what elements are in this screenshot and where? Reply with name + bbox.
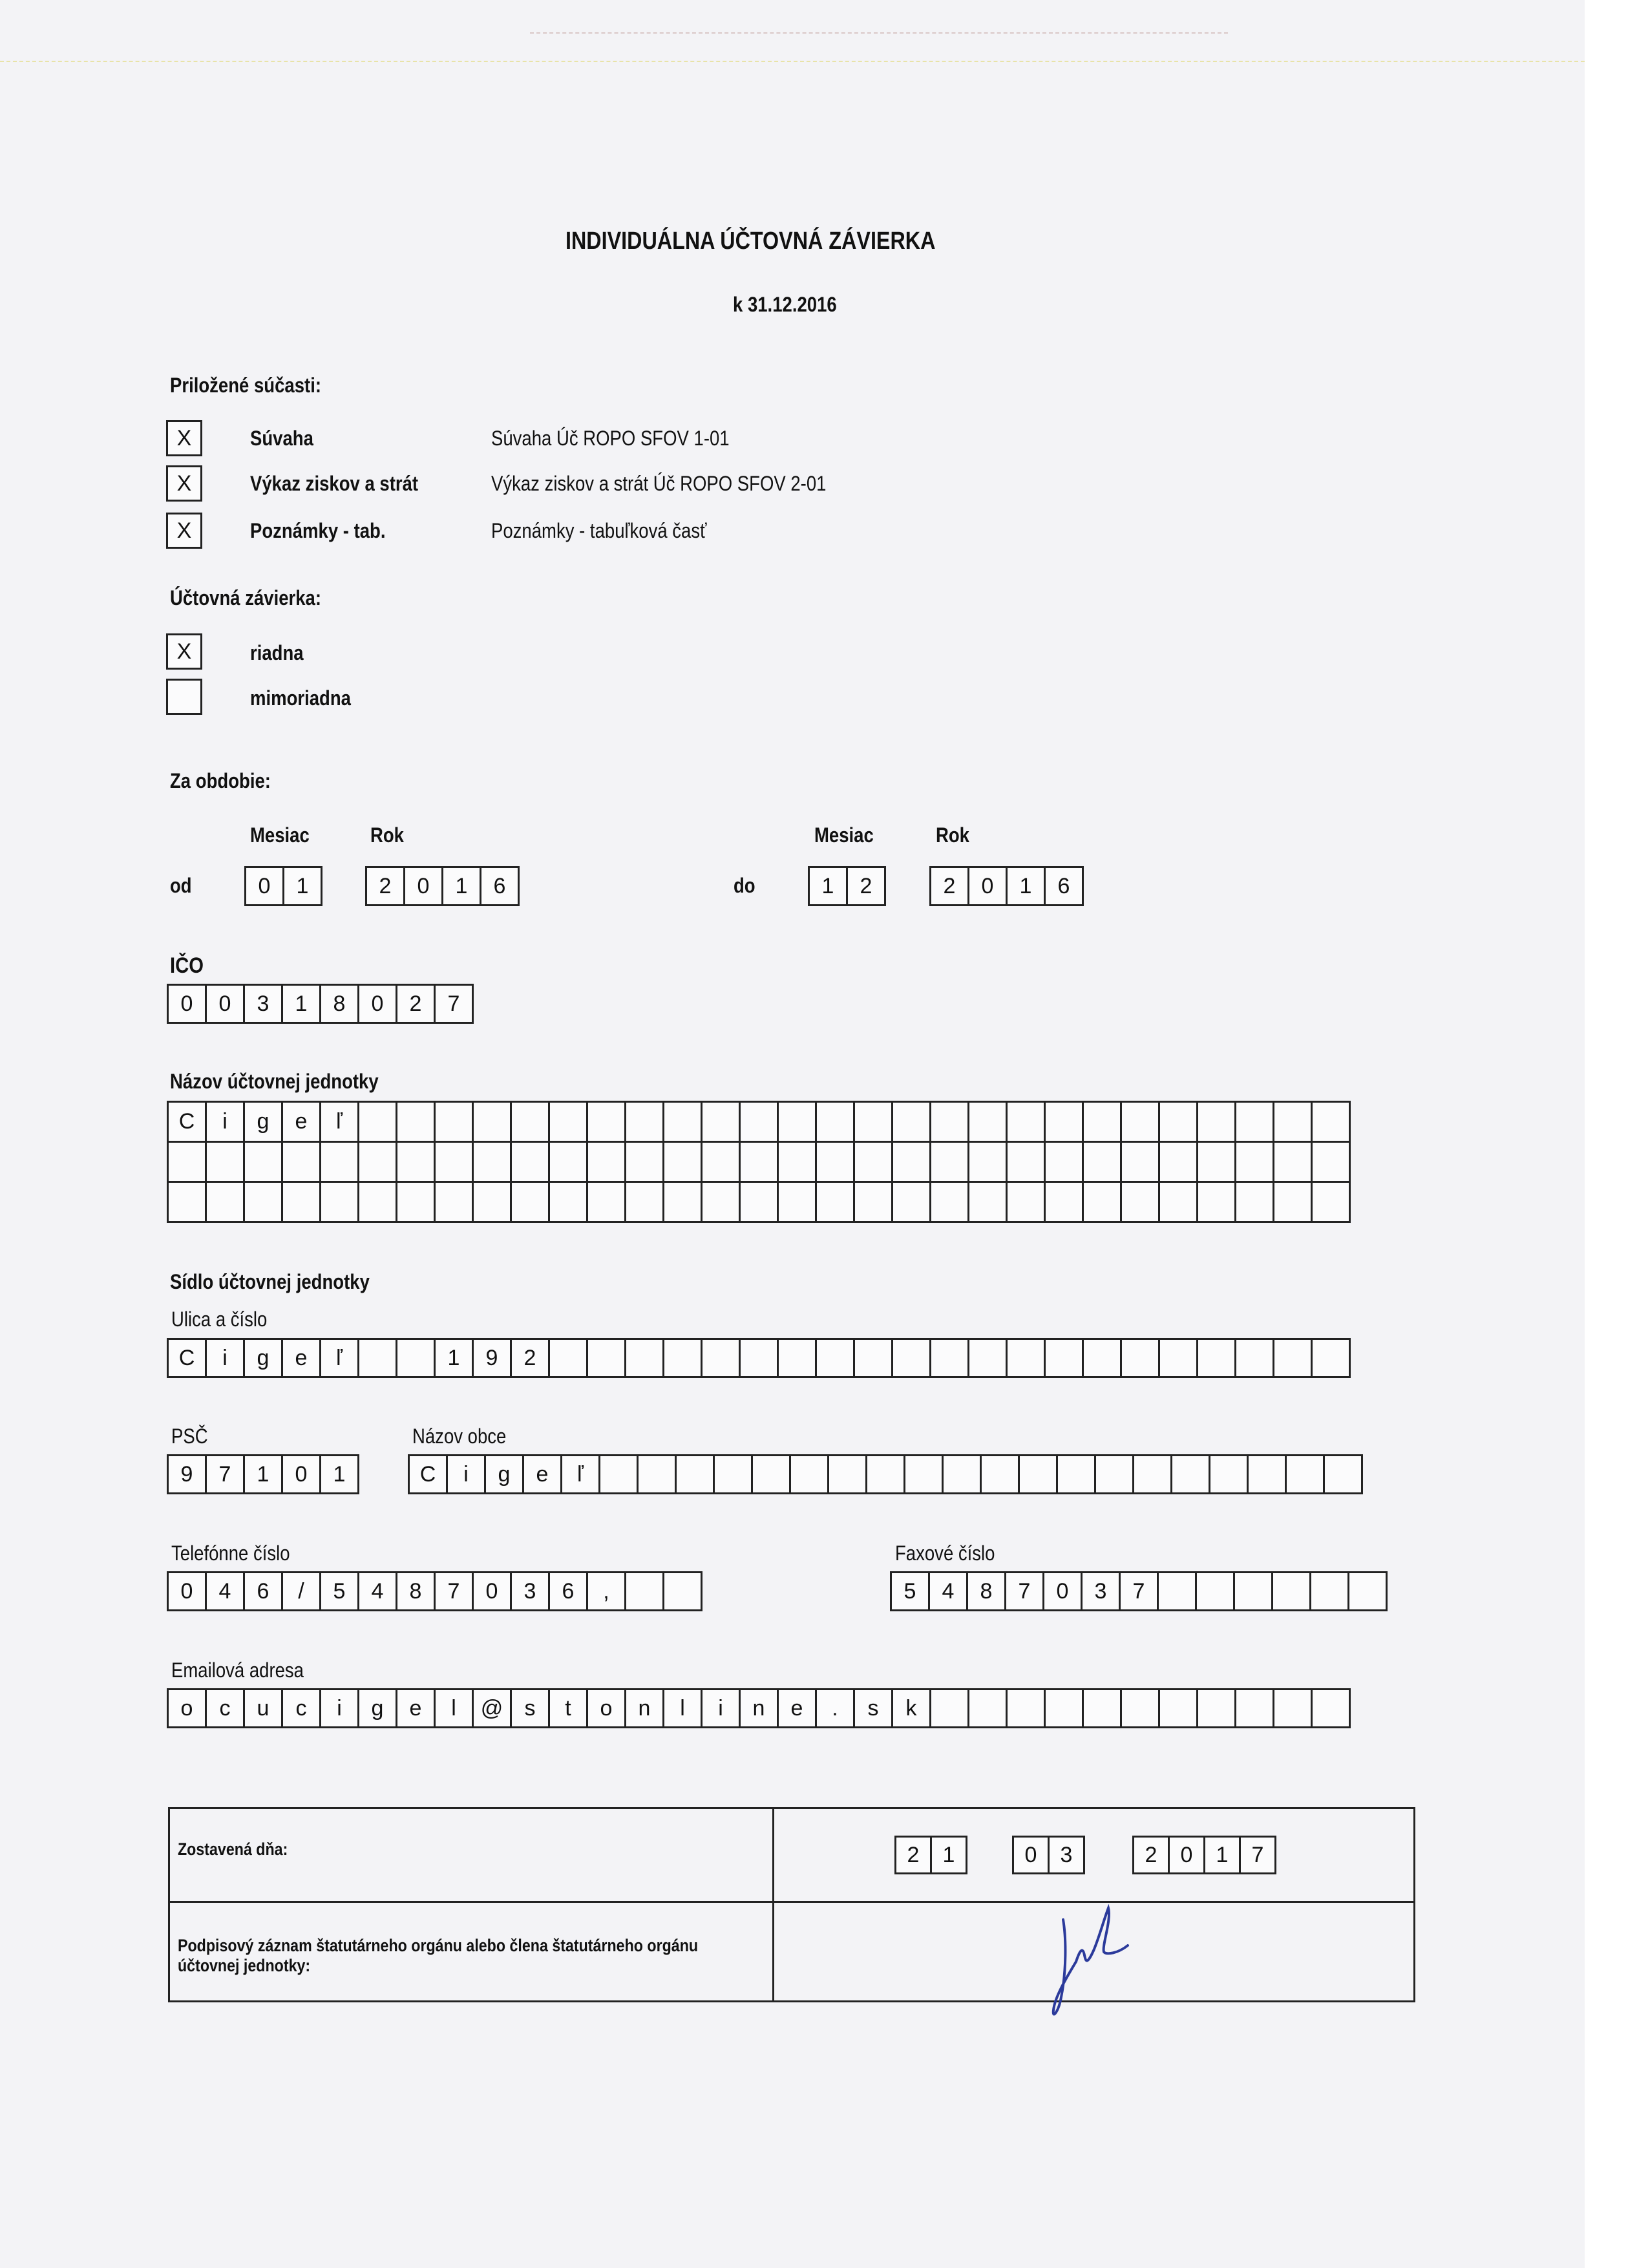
email-field[interactable] <box>167 1688 1349 1728</box>
digit-cell: 2 <box>846 866 886 906</box>
char-cell: 7 <box>205 1454 245 1494</box>
char-cell <box>1132 1454 1172 1494</box>
char-cell <box>865 1454 905 1494</box>
char-cell <box>1311 1101 1351 1143</box>
char-cell <box>929 1181 969 1223</box>
street-label: Ulica a číslo <box>171 1308 268 1331</box>
char-cell <box>624 1571 664 1611</box>
char-cell <box>1006 1181 1046 1223</box>
char-cell: 8 <box>396 1571 436 1611</box>
char-cell: 7 <box>1004 1571 1044 1611</box>
char-cell <box>434 1181 474 1223</box>
char-cell <box>319 1181 359 1223</box>
char-cell: s <box>510 1688 550 1728</box>
email-label: Emailová adresa <box>171 1659 304 1682</box>
char-cell <box>1311 1181 1351 1223</box>
char-cell <box>1120 1141 1160 1183</box>
char-cell <box>751 1454 791 1494</box>
digit-cell: 7 <box>434 984 474 1024</box>
char-cell: 5 <box>890 1571 930 1611</box>
char-cell <box>624 1101 664 1143</box>
fax-label: Faxové číslo <box>895 1542 995 1565</box>
char-cell: n <box>739 1688 779 1728</box>
char-cell <box>1196 1141 1236 1183</box>
compiled-year-field[interactable] <box>1132 1836 1274 1874</box>
char-cell <box>1273 1688 1313 1728</box>
char-cell: u <box>243 1688 283 1728</box>
char-cell <box>624 1338 664 1378</box>
table-divider <box>170 1901 1413 1903</box>
period-heading: Za obdobie: <box>170 769 271 792</box>
checkbox-suvaha[interactable]: X <box>166 420 202 456</box>
char-cell <box>434 1101 474 1143</box>
char-cell: g <box>357 1688 397 1728</box>
attachment-label: Výkaz ziskov a strát <box>250 472 419 495</box>
char-cell <box>1056 1454 1096 1494</box>
city-field[interactable] <box>408 1454 1361 1494</box>
to-month-field[interactable] <box>808 866 884 906</box>
char-cell <box>815 1141 855 1183</box>
char-cell <box>929 1688 969 1728</box>
char-cell <box>167 1141 207 1183</box>
char-cell <box>598 1454 639 1494</box>
digit-cell: 2 <box>1132 1836 1170 1874</box>
digit-cell: 8 <box>319 984 359 1024</box>
char-cell <box>967 1141 1008 1183</box>
entity-name-row <box>167 1141 1349 1183</box>
closing-type-label: mimoriadna <box>250 686 351 710</box>
page-edge <box>1585 0 1648 2268</box>
from-label: od <box>170 874 192 897</box>
char-cell <box>1196 1338 1236 1378</box>
digit-cell: 1 <box>1203 1836 1241 1874</box>
char-cell <box>929 1101 969 1143</box>
char-cell <box>662 1571 703 1611</box>
digit-cell: 0 <box>205 984 245 1024</box>
char-cell: ľ <box>319 1338 359 1378</box>
char-cell <box>1170 1454 1210 1494</box>
char-cell <box>1309 1571 1349 1611</box>
char-cell: C <box>408 1454 448 1494</box>
char-cell <box>1158 1688 1198 1728</box>
char-cell <box>662 1101 703 1143</box>
char-cell <box>548 1181 588 1223</box>
char-cell <box>903 1454 944 1494</box>
digit-cell: 0 <box>357 984 397 1024</box>
char-cell <box>472 1141 512 1183</box>
compiled-month-field[interactable] <box>1012 1836 1083 1874</box>
checkbox-vykaz[interactable]: X <box>166 465 202 502</box>
char-cell <box>357 1338 397 1378</box>
char-cell <box>1209 1454 1249 1494</box>
char-cell <box>1006 1141 1046 1183</box>
char-cell <box>548 1101 588 1143</box>
attachment-label: Súvaha <box>250 427 313 450</box>
entity-name-row <box>167 1101 1349 1143</box>
char-cell <box>396 1338 436 1378</box>
scan-artifact-line <box>530 32 1228 34</box>
street-field[interactable] <box>167 1338 1349 1378</box>
char-cell <box>1158 1338 1198 1378</box>
char-cell: 9 <box>167 1454 207 1494</box>
char-cell <box>853 1101 893 1143</box>
char-cell: 6 <box>548 1571 588 1611</box>
char-cell: 4 <box>928 1571 968 1611</box>
char-cell <box>815 1338 855 1378</box>
char-cell: C <box>167 1101 207 1143</box>
year-label-to: Rok <box>936 823 969 847</box>
char-cell <box>1196 1688 1236 1728</box>
scan-artifact-line <box>0 61 1585 62</box>
char-cell: k <box>891 1688 931 1728</box>
char-cell <box>1082 1688 1122 1728</box>
digit-cell: 7 <box>1239 1836 1276 1874</box>
char-cell <box>739 1181 779 1223</box>
char-cell: 1 <box>319 1454 359 1494</box>
char-cell <box>662 1338 703 1378</box>
char-cell <box>1273 1181 1313 1223</box>
char-cell: 7 <box>1119 1571 1159 1611</box>
fax-field[interactable] <box>890 1571 1386 1611</box>
char-cell: 1 <box>434 1338 474 1378</box>
char-cell: 0 <box>167 1571 207 1611</box>
char-cell <box>281 1181 321 1223</box>
attachment-desc: Súvaha Úč ROPO SFOV 1-01 <box>491 427 730 450</box>
entity-name-field[interactable] <box>167 1101 1349 1221</box>
char-cell <box>1006 1338 1046 1378</box>
char-cell: 8 <box>966 1571 1006 1611</box>
char-cell: 3 <box>510 1571 550 1611</box>
char-cell <box>853 1181 893 1223</box>
digit-cell: 0 <box>1012 1836 1050 1874</box>
checkbox-riadna[interactable]: X <box>166 633 202 670</box>
entity-name-label: Názov účtovnej jednotky <box>170 1070 379 1093</box>
char-cell <box>167 1181 207 1223</box>
char-cell <box>1006 1688 1046 1728</box>
to-year-field[interactable] <box>929 866 1082 906</box>
char-cell: i <box>205 1101 245 1143</box>
char-cell <box>319 1141 359 1183</box>
digit-cell: 0 <box>967 866 1008 906</box>
page-title: INDIVIDUÁLNA ÚČTOVNÁ ZÁVIERKA <box>565 228 936 255</box>
char-cell: 3 <box>1081 1571 1121 1611</box>
checkbox-mimoriadna[interactable] <box>166 679 202 715</box>
char-cell: ľ <box>560 1454 600 1494</box>
year-label-from: Rok <box>370 823 404 847</box>
signature-label: Podpisový záznam štatutárneho orgánu alebo člena štatutárneho orgánu účtovnej jednotky: <box>178 1936 699 1975</box>
char-cell: 6 <box>243 1571 283 1611</box>
char-cell <box>472 1181 512 1223</box>
phone-label: Telefónne číslo <box>171 1542 290 1565</box>
char-cell <box>662 1141 703 1183</box>
char-cell: g <box>484 1454 524 1494</box>
entity-name-row <box>167 1181 1349 1223</box>
char-cell <box>853 1141 893 1183</box>
char-cell <box>586 1181 626 1223</box>
char-cell <box>675 1454 715 1494</box>
char-cell <box>891 1141 931 1183</box>
char-cell: 9 <box>472 1338 512 1378</box>
report-date: k 31.12.2016 <box>733 293 837 316</box>
char-cell <box>1311 1688 1351 1728</box>
char-cell <box>624 1181 664 1223</box>
char-cell <box>243 1141 283 1183</box>
char-cell <box>967 1101 1008 1143</box>
char-cell <box>1082 1101 1122 1143</box>
char-cell <box>1234 1181 1274 1223</box>
char-cell <box>967 1688 1008 1728</box>
digit-cell: 3 <box>243 984 283 1024</box>
char-cell <box>777 1101 817 1143</box>
digit-cell: 1 <box>281 984 321 1024</box>
char-cell <box>637 1454 677 1494</box>
from-year-field[interactable] <box>365 866 518 906</box>
char-cell <box>1234 1101 1274 1143</box>
char-cell: / <box>281 1571 321 1611</box>
char-cell <box>624 1141 664 1183</box>
char-cell: g <box>243 1101 283 1143</box>
char-cell: i <box>319 1688 359 1728</box>
char-cell: ľ <box>319 1101 359 1143</box>
handwritten-signature <box>1047 1900 1144 2030</box>
char-cell <box>777 1181 817 1223</box>
char-cell <box>967 1338 1008 1378</box>
char-cell <box>586 1338 626 1378</box>
char-cell: i <box>446 1454 486 1494</box>
digit-cell: 1 <box>1006 866 1046 906</box>
from-month-field[interactable] <box>244 866 321 906</box>
char-cell <box>357 1141 397 1183</box>
char-cell <box>586 1141 626 1183</box>
char-cell <box>701 1181 741 1223</box>
digit-cell: 1 <box>441 866 481 906</box>
char-cell <box>396 1141 436 1183</box>
char-cell <box>243 1181 283 1223</box>
char-cell: e <box>777 1688 817 1728</box>
char-cell <box>1082 1338 1122 1378</box>
digit-cell: 2 <box>365 866 405 906</box>
char-cell <box>472 1101 512 1143</box>
digit-cell: 2 <box>396 984 436 1024</box>
char-cell <box>662 1181 703 1223</box>
char-cell <box>357 1101 397 1143</box>
char-cell: g <box>243 1338 283 1378</box>
char-cell <box>1234 1338 1274 1378</box>
char-cell <box>1044 1181 1084 1223</box>
char-cell <box>929 1338 969 1378</box>
digit-cell: 2 <box>894 1836 932 1874</box>
char-cell <box>1196 1101 1236 1143</box>
char-cell <box>1195 1571 1235 1611</box>
city-label: Názov obce <box>412 1425 507 1448</box>
char-cell <box>1323 1454 1363 1494</box>
char-cell <box>396 1181 436 1223</box>
char-cell <box>1158 1101 1198 1143</box>
char-cell <box>1271 1571 1311 1611</box>
char-cell <box>701 1141 741 1183</box>
char-cell <box>777 1338 817 1378</box>
char-cell: c <box>281 1688 321 1728</box>
char-cell <box>1247 1454 1287 1494</box>
char-cell: @ <box>472 1688 512 1728</box>
ico-label: IČO <box>170 953 204 978</box>
attachments-heading: Priložené súčasti: <box>170 374 322 397</box>
char-cell: l <box>662 1688 703 1728</box>
char-cell <box>1157 1571 1197 1611</box>
char-cell: e <box>396 1688 436 1728</box>
char-cell <box>891 1181 931 1223</box>
char-cell: . <box>815 1688 855 1728</box>
char-cell: i <box>205 1338 245 1378</box>
char-cell <box>1196 1181 1236 1223</box>
checkbox-poznamky[interactable]: X <box>166 513 202 549</box>
compiled-day-field[interactable] <box>894 1836 966 1874</box>
month-label-from: Mesiac <box>250 823 310 847</box>
digit-cell: 1 <box>282 866 322 906</box>
char-cell: 4 <box>205 1571 245 1611</box>
char-cell <box>1044 1338 1084 1378</box>
char-cell <box>1044 1141 1084 1183</box>
char-cell: n <box>624 1688 664 1728</box>
digit-cell: 0 <box>1168 1836 1205 1874</box>
char-cell <box>1044 1101 1084 1143</box>
char-cell <box>1273 1338 1313 1378</box>
char-cell <box>1044 1688 1084 1728</box>
char-cell <box>1094 1454 1134 1494</box>
char-cell: 0 <box>281 1454 321 1494</box>
attachment-desc: Výkaz ziskov a strát Úč ROPO SFOV 2-01 <box>491 472 827 495</box>
char-cell <box>1311 1141 1351 1183</box>
char-cell <box>357 1181 397 1223</box>
char-cell <box>789 1454 829 1494</box>
char-cell <box>1018 1454 1058 1494</box>
digit-cell: 2 <box>929 866 969 906</box>
char-cell <box>586 1101 626 1143</box>
char-cell <box>701 1338 741 1378</box>
digit-cell: 1 <box>930 1836 967 1874</box>
char-cell <box>853 1338 893 1378</box>
closing-type-label: riadna <box>250 641 304 664</box>
char-cell <box>713 1454 753 1494</box>
zip-label: PSČ <box>171 1425 208 1448</box>
char-cell: 4 <box>357 1571 397 1611</box>
char-cell <box>1120 1688 1160 1728</box>
char-cell: 0 <box>1042 1571 1083 1611</box>
digit-cell: 6 <box>1044 866 1084 906</box>
char-cell <box>510 1141 550 1183</box>
digit-cell: 1 <box>808 866 848 906</box>
char-cell <box>815 1181 855 1223</box>
char-cell: , <box>586 1571 626 1611</box>
char-cell <box>1120 1181 1160 1223</box>
char-cell <box>701 1101 741 1143</box>
char-cell <box>1234 1688 1274 1728</box>
char-cell <box>434 1141 474 1183</box>
char-cell: o <box>586 1688 626 1728</box>
char-cell <box>739 1101 779 1143</box>
char-cell <box>815 1101 855 1143</box>
digit-cell: 6 <box>480 866 520 906</box>
char-cell <box>891 1338 931 1378</box>
char-cell <box>1082 1141 1122 1183</box>
char-cell <box>1273 1141 1313 1183</box>
char-cell <box>205 1141 245 1183</box>
attachment-desc: Poznámky - tabuľková časť <box>491 519 707 542</box>
char-cell <box>942 1454 982 1494</box>
char-cell: e <box>281 1338 321 1378</box>
char-cell <box>1158 1141 1198 1183</box>
address-label: Sídlo účtovnej jednotky <box>170 1270 370 1293</box>
digit-cell: 0 <box>167 984 207 1024</box>
char-cell <box>1120 1338 1160 1378</box>
char-cell: t <box>548 1688 588 1728</box>
closing-type-heading: Účtovná závierka: <box>170 586 322 609</box>
char-cell <box>891 1101 931 1143</box>
char-cell <box>827 1454 867 1494</box>
zip-field[interactable] <box>167 1454 357 1494</box>
char-cell <box>1082 1181 1122 1223</box>
table-divider <box>772 1809 774 2000</box>
char-cell: 5 <box>319 1571 359 1611</box>
char-cell: l <box>434 1688 474 1728</box>
char-cell <box>1285 1454 1325 1494</box>
char-cell <box>1158 1181 1198 1223</box>
char-cell <box>739 1338 779 1378</box>
char-cell: e <box>281 1101 321 1143</box>
char-cell: 1 <box>243 1454 283 1494</box>
char-cell <box>1273 1101 1313 1143</box>
char-cell: c <box>205 1688 245 1728</box>
compiled-label: Zostavená dňa: <box>178 1839 288 1859</box>
char-cell: i <box>701 1688 741 1728</box>
char-cell: o <box>167 1688 207 1728</box>
char-cell <box>281 1141 321 1183</box>
char-cell <box>510 1181 550 1223</box>
char-cell <box>777 1141 817 1183</box>
char-cell <box>929 1141 969 1183</box>
char-cell <box>967 1181 1008 1223</box>
char-cell: s <box>853 1688 893 1728</box>
ico-field[interactable] <box>167 984 472 1024</box>
char-cell: C <box>167 1338 207 1378</box>
attachment-label: Poznámky - tab. <box>250 519 386 542</box>
char-cell: e <box>522 1454 562 1494</box>
char-cell <box>980 1454 1020 1494</box>
char-cell <box>205 1181 245 1223</box>
to-label: do <box>734 874 755 897</box>
month-label-to: Mesiac <box>814 823 874 847</box>
char-cell <box>1311 1338 1351 1378</box>
digit-cell: 0 <box>403 866 443 906</box>
char-cell <box>1006 1101 1046 1143</box>
char-cell <box>396 1101 436 1143</box>
digit-cell: 3 <box>1048 1836 1085 1874</box>
digit-cell: 0 <box>244 866 284 906</box>
char-cell <box>1234 1141 1274 1183</box>
char-cell: 2 <box>510 1338 550 1378</box>
char-cell <box>510 1101 550 1143</box>
char-cell <box>1233 1571 1273 1611</box>
char-cell <box>548 1141 588 1183</box>
char-cell: 0 <box>472 1571 512 1611</box>
phone-field[interactable] <box>167 1571 701 1611</box>
char-cell <box>1347 1571 1388 1611</box>
char-cell <box>739 1141 779 1183</box>
char-cell <box>548 1338 588 1378</box>
char-cell <box>1120 1101 1160 1143</box>
char-cell: 7 <box>434 1571 474 1611</box>
